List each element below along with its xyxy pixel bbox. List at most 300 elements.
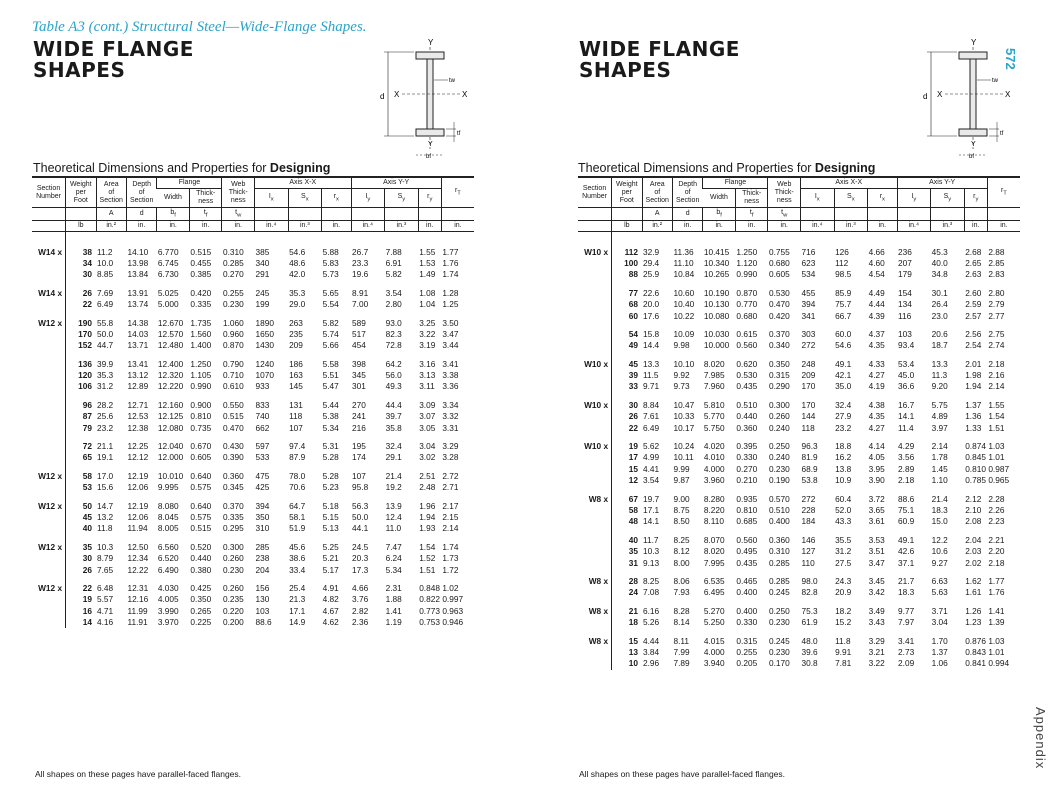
symbol-row [612,208,642,221]
symbol-d: d [672,208,702,221]
value-cell: 107 [289,422,303,433]
section-number [578,557,612,568]
value-cell: 597 [255,441,270,452]
value-cell: 0.997 [442,594,464,605]
value-cell: 310 [255,523,270,534]
value-cell: 0.550 [222,399,244,410]
section-number: W10 x [584,246,609,257]
section-number: W10 x [584,358,609,369]
value-cell: 3.47 [868,557,885,568]
value-cell: 0.680 [768,257,790,268]
value-cell: 110 [801,557,815,568]
value-cell: 0.400 [768,516,790,527]
diagram-label: tf [457,131,461,137]
value-cell: 2.01 [965,358,982,369]
value-cell: 0.230 [768,646,790,657]
section-number: W12 x [38,470,63,481]
value-cell: 10.09 [673,328,695,339]
value-cell: 146 [801,534,816,545]
table-row [32,482,474,493]
value-cell: 7.93 [673,587,690,598]
value-cell: 2.89 [898,463,915,474]
weight-cell: 15 [612,464,642,475]
value-cell: 11.3 [931,370,948,381]
value-cell: 1.88 [385,594,402,605]
value-cell: 2.26 [988,505,1005,515]
value-cell: 15.0 [931,516,948,527]
weight-cell: 14 [66,617,96,628]
value-cell: 2.85 [988,257,1005,268]
value-cell: 0.310 [768,546,790,557]
table-row [578,400,1020,411]
value-cell: 0.510 [736,399,758,410]
value-cell: 345 [352,370,366,381]
value-cell: 5.26 [643,617,660,628]
value-cell: 0.235 [222,594,244,605]
value-cell: 82.3 [385,328,402,339]
value-cell: 1.76 [442,257,459,268]
value-cell: 13.8 [835,463,852,474]
value-cell: 2.20 [988,546,1005,557]
value-cell: 0.290 [768,381,790,392]
table-row [32,441,474,452]
value-cell: 3.34 [442,399,459,410]
value-cell: 2.82 [352,605,369,616]
value-cell: 0.848 [419,582,440,593]
section-number [578,310,612,321]
table-row [32,329,474,340]
value-cell: 3.29 [868,635,885,646]
section-number: W8 x [588,605,609,616]
unit-cell: in.⁴ [897,221,931,232]
weight-cell: 17 [612,452,642,463]
value-cell: 0.255 [222,287,244,298]
section-number [578,329,612,340]
value-cell: 9.995 [157,482,179,493]
value-cell: 11.0 [385,523,402,534]
value-cell: 12.480 [157,340,184,351]
section-number [578,411,612,422]
value-cell: 23.0 [931,310,948,321]
value-cell: 1.01 [988,452,1005,463]
section-number [32,359,66,370]
value-cell: 3.44 [442,340,459,351]
value-cell: 9.73 [673,381,690,392]
value-cell: 6.730 [157,269,179,280]
weight-cell: 100 [612,258,642,269]
weight-cell: 34 [66,258,96,269]
value-cell: 85.9 [835,287,852,298]
value-cell: 3.04 [419,441,436,452]
section-number [578,505,612,516]
value-cell: 8.220 [703,505,725,515]
unit-cell: in.³ [288,221,322,232]
col-header-area: Area of Section [642,177,672,208]
value-cell: 0.560 [736,340,758,351]
table-row [578,464,1020,475]
unit-cell: in. [987,221,1020,232]
value-cell: 0.960 [222,328,244,339]
value-cell: 2.12 [965,493,982,504]
value-cell: 1.04 [419,299,436,310]
value-cell: 4.60 [868,257,885,268]
page-title: WIDE FLANGE SHAPES [579,37,740,82]
value-cell: 0.963 [442,605,464,616]
value-cell: 12.19 [127,470,149,481]
section-number [578,258,612,269]
value-cell: 6.745 [157,257,179,268]
table-row [578,340,1020,351]
table-row [32,246,474,257]
value-cell: 2.71 [442,482,459,493]
value-cell: 0.465 [736,575,758,586]
value-cell: 6.770 [157,246,179,257]
value-cell: 2.57 [965,310,982,321]
value-cell: 3.28 [442,452,459,463]
value-cell: 3.43 [868,617,885,628]
value-cell: 3.36 [442,381,459,392]
value-cell: 0.240 [768,422,790,433]
section-number [578,658,612,669]
table-row [578,288,1020,299]
section-number [578,546,612,557]
weight-cell: 112 [612,246,642,257]
value-cell: 5.62 [643,441,660,452]
value-cell: 8.11 [673,635,689,646]
value-cell: 0.680 [736,310,758,321]
value-cell: 4.91 [322,582,339,593]
symbol-row [441,208,474,221]
value-cell: 10.415 [703,246,730,257]
table-row [578,310,1020,321]
section-number [32,441,66,452]
value-cell: 0.735 [190,422,212,433]
table-row [578,658,1020,669]
value-cell: 27.9 [835,411,852,422]
value-cell: 0.455 [190,257,212,268]
weight-cell: 77 [612,288,642,299]
value-cell: 0.340 [768,340,790,351]
value-cell: 4.33 [868,358,885,369]
value-cell: 0.265 [190,605,212,616]
col-header-thickness: Thick- ness [189,189,222,208]
value-cell: 8.75 [673,505,690,515]
value-cell: 9.00 [673,493,690,504]
value-cell: 285 [255,541,270,552]
value-cell: 3.56 [898,452,915,463]
value-cell: 12.25 [127,441,149,452]
spacer-row [578,599,1020,606]
value-cell: 0.495 [736,546,758,557]
value-cell: 2.60 [965,287,982,298]
spacer-row [32,232,474,247]
value-cell: 116 [898,310,912,321]
value-cell: 5.65 [322,287,339,298]
value-cell: 209 [801,370,816,381]
section-number [32,370,66,381]
value-cell: 2.77 [988,310,1005,321]
value-cell: 78.0 [289,470,306,481]
value-cell: 12.000 [157,452,184,463]
symbol-tw: $t_w$ [768,208,801,221]
value-cell: 5.025 [157,287,179,298]
value-cell: 118 [289,411,303,422]
section-number [32,452,66,463]
value-cell: 8.070 [703,534,725,545]
unit-cell: in.² [96,221,126,232]
footnote: All shapes on these pages have parallel-faced flanges. [579,769,786,779]
col-header-sx: $S_x$ [834,189,868,208]
table-row [578,269,1020,280]
value-cell: 0.610 [222,381,244,392]
weight-cell: 58 [612,505,642,516]
symbol-row [288,208,322,221]
weight-cell: 65 [66,452,96,463]
value-cell: 9.13 [643,557,660,568]
table-row [32,594,474,605]
value-cell: 340 [255,257,270,268]
value-cell: 2.68 [965,246,982,257]
value-cell: 32.9 [643,246,660,257]
value-cell: 44.4 [385,399,402,410]
value-cell: 0.843 [965,646,986,657]
col-header-sy: $S_y$ [931,189,965,208]
section-number [578,370,612,381]
symbol-row [32,208,66,221]
col-header-ry: $r_y$ [964,189,987,208]
value-cell: 1.400 [190,340,212,351]
value-cell: 1.98 [965,370,982,381]
value-cell: 60.9 [898,516,915,527]
value-cell: 3.09 [419,399,436,410]
section-number: W12 x [38,500,63,511]
value-cell: 4.89 [931,411,948,422]
table-subtitle [33,161,330,175]
value-cell: 5.74 [322,328,339,339]
value-cell: 3.22 [419,328,436,339]
value-cell: 4.49 [868,287,885,298]
value-cell: 13.12 [127,370,149,381]
col-header-sx: $S_x$ [288,189,322,208]
value-cell: 5.13 [322,523,339,534]
value-cell: 50.0 [97,328,114,339]
table-row [578,617,1020,628]
value-cell: 7.81 [835,658,852,669]
value-cell: 3.71 [931,605,948,616]
symbol-tf: $t_f$ [735,208,768,221]
value-cell: 12.125 [157,411,184,422]
value-cell: 0.810 [965,463,986,474]
value-cell: 1.120 [736,257,758,268]
value-cell: 4.66 [352,582,369,593]
value-cell: 0.395 [736,441,758,452]
value-cell: 14.03 [127,328,149,339]
value-cell: 4.99 [643,452,660,463]
right-page [545,0,1062,801]
unit-cell: in. [964,221,987,232]
value-cell: 623 [801,257,816,268]
value-cell: 11.36 [673,246,694,257]
col-header-axis-y: Axis Y-Y [351,177,441,189]
value-cell: 11.7 [643,534,659,545]
section-number [578,269,612,280]
spacer-row [578,232,1020,247]
col-header-thickness: Thick- ness [735,189,768,208]
value-cell: 35.3 [289,287,306,298]
value-cell: 0.515 [190,523,212,534]
table-row [578,505,1020,516]
value-cell: 13.91 [127,287,149,298]
value-cell: 3.41 [898,635,915,646]
value-cell: 0.990 [190,381,212,392]
value-cell: 5.57 [97,594,114,605]
value-cell: 97.4 [289,441,306,452]
value-cell: 3.38 [442,370,459,381]
value-cell: 5.73 [322,269,339,280]
footnote: All shapes on these pages have parallel-faced flanges. [35,769,242,779]
value-cell: 11.5 [643,370,659,381]
value-cell: 4.82 [322,594,339,605]
value-cell: 0.510 [768,505,790,515]
value-cell: 55.8 [97,317,114,328]
value-cell: 0.260 [768,411,790,422]
value-cell: 1.76 [988,587,1005,598]
value-cell: 19.6 [352,269,369,280]
value-cell: 3.21 [868,646,885,657]
value-cell: 5.28 [322,452,339,463]
value-cell: 13.71 [127,340,149,351]
value-cell: 12.12 [127,452,149,463]
value-cell: 107 [352,470,366,481]
value-cell: 8.79 [97,553,114,564]
value-cell: 5.44 [322,399,339,410]
value-cell: 10.17 [673,422,695,433]
value-cell: 131 [289,399,303,410]
weight-cell: 22 [66,299,96,310]
value-cell: 170 [801,381,816,392]
value-cell: 0.773 [419,605,440,616]
value-cell: 39.9 [97,358,114,369]
value-cell: 3.42 [868,587,885,598]
value-cell: 12.320 [157,370,184,381]
unit-cell: in. [441,221,474,232]
value-cell: 10.10 [673,358,695,369]
table-row [32,512,474,523]
value-cell: 25.4 [289,582,306,593]
value-cell: 14.1 [643,516,660,527]
value-cell: 66.7 [835,310,852,321]
diagram-label: X [462,90,468,99]
value-cell: 12.06 [127,512,149,522]
value-cell: 4.67 [322,605,339,616]
value-cell: 0.435 [736,381,758,392]
value-cell: 3.53 [868,534,885,545]
value-cell: 12.50 [127,541,149,552]
col-header-rx: $r_x$ [868,189,897,208]
value-cell: 245 [255,287,270,298]
section-number [578,422,612,433]
symbol-bf: $b_f$ [703,208,736,221]
table-row [578,359,1020,370]
value-cell: 4.38 [868,399,885,410]
section-number: W12 x [38,317,63,328]
weight-cell: 120 [66,370,96,381]
weight-cell: 35 [612,546,642,557]
value-cell: 1650 [255,328,274,339]
value-cell: 7.88 [385,246,402,257]
symbol-row [66,208,96,221]
table-row [578,606,1020,617]
value-cell: 5.47 [322,381,339,392]
value-cell: 0.435 [736,557,758,568]
col-header-area: Area of Section [96,177,126,208]
value-cell: 75.3 [801,605,818,616]
col-header-flange: Flange [703,177,768,189]
value-cell: 2.65 [965,257,982,268]
value-cell: 10.40 [673,299,695,310]
value-cell: 10.84 [673,269,695,280]
value-cell: 2.63 [965,269,982,280]
value-cell: 58.1 [289,512,306,522]
value-cell: 19.2 [385,482,402,493]
value-cell: 199 [255,299,270,310]
value-cell: 1.51 [419,564,436,575]
weight-cell: 53 [66,482,96,493]
section-number [578,516,612,527]
value-cell: 4.015 [703,635,725,646]
symbol-row [868,208,897,221]
value-cell: 48.6 [289,257,306,268]
value-cell: 204 [255,564,270,575]
value-cell: 5.82 [385,269,402,280]
value-cell: 0.390 [222,452,244,463]
value-cell: 2.02 [965,557,982,568]
value-cell: 186 [289,358,303,369]
value-cell: 8.85 [97,269,114,280]
value-cell: 10.0 [97,257,114,268]
value-cell: 0.990 [736,269,758,280]
value-cell: 4.44 [643,635,660,646]
value-cell: 0.515 [222,411,244,422]
symbol-row [964,208,987,221]
value-cell: 0.670 [190,441,212,452]
wide-flange-diagram [368,36,478,160]
col-header-section: Section Number [578,177,612,208]
value-cell: 398 [352,358,366,369]
section-number: W10 x [584,441,609,452]
value-cell: 13.74 [127,299,149,310]
value-cell: 88.6 [898,493,915,504]
value-cell: 3.54 [385,287,402,298]
value-cell: 517 [352,328,366,339]
section-number: W10 x [584,399,609,410]
value-cell: 0.270 [222,269,244,280]
value-cell: 21.3 [289,594,306,605]
value-cell: 0.230 [768,617,790,628]
value-cell: 3.41 [442,358,459,369]
value-cell: 52.0 [835,505,852,515]
symbol-bf: $b_f$ [157,208,190,221]
table-row [578,475,1020,486]
value-cell: 49.3 [385,381,402,392]
value-cell: 6.535 [703,575,725,586]
value-cell: 0.385 [190,269,212,280]
section-number [32,594,66,605]
value-cell: 2.75 [988,328,1005,339]
value-cell: 1.94 [419,512,436,522]
diagram-label: tf [1000,131,1004,137]
value-cell: 7.89 [673,658,690,669]
